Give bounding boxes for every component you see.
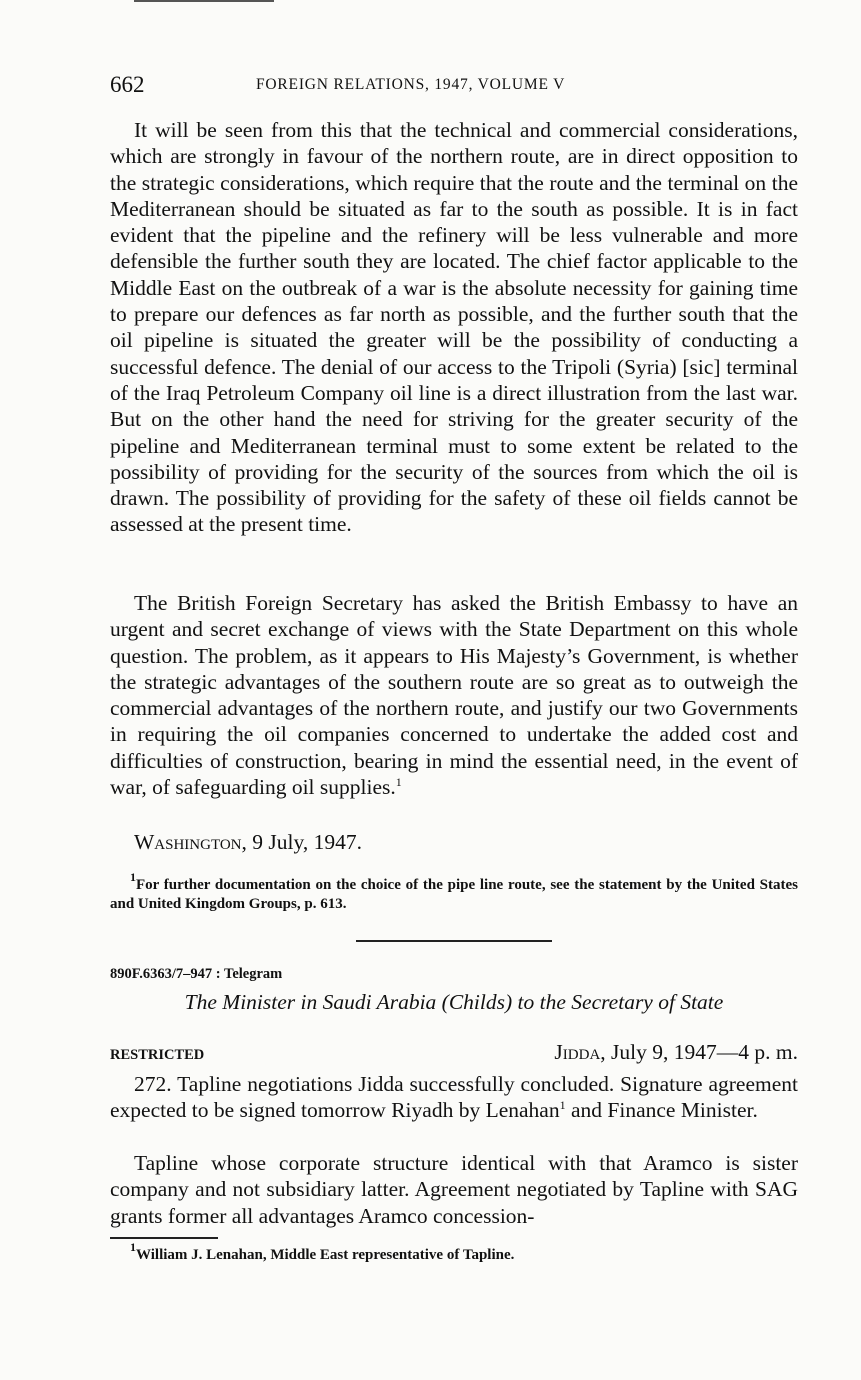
classification-label: RESTRICTED bbox=[110, 1047, 205, 1063]
footnote-mark: 1 bbox=[559, 1098, 566, 1113]
footnote-lenahan bbox=[110, 1240, 798, 1265]
dateline-place: Washington bbox=[134, 830, 242, 854]
paragraph-tapline-negotiations bbox=[110, 1071, 798, 1124]
footnote-rule bbox=[110, 1237, 218, 1239]
page-number: 662 bbox=[110, 72, 145, 97]
paragraph-tapline-structure: Tapline whose corporate structure identical with that Aramco is sister company and not subsidiary latter. Agreement negotiated by Tapline with SAG grants former all advantages Aramco concession- bbox=[110, 1151, 798, 1228]
footnote-number: 1 bbox=[130, 870, 136, 884]
paragraph-strategic-considerations: It will be seen from this that the technical and commercial considerations, which are strongly in favour of the northern route, are in direct opposition to the strategic considerations, which require that the route and the terminal on the Mediterranean should be situated as far to the south as possible. It is in fact evident that the pipeline and the refinery will be less vulnerable and more defensible the further south they are located. The chief factor applicable to the Middle East on the outbreak of a war is the absolute necessity for gaining time to prepare our defences as far north as possible, and the further south that the oil pipeline is situated the greater will be the possibility of conducting a successful defence. The denial of our access to the Tripoli (Syria) [sic] terminal of the Iraq Petroleum Company oil line is a direct illustration from the last war. But on the other hand the need for striving for the greater security of the pipeline and Mediterranean terminal must to some extent be related to the possibility of providing for the security of the sources from which the oil is drawn. The possibility of providing for the safety of these oil fields cannot be assessed at the present time. bbox=[110, 118, 798, 537]
paragraph-text: 272. Tapline negotiations Jidda successfully concluded. Signature agreement expected to be signed tomorrow Riyadh by Lenahan bbox=[110, 1072, 798, 1123]
place-date-line bbox=[554, 1040, 798, 1065]
document-reference: 890F.6363/7–947 : Telegram bbox=[110, 966, 283, 982]
paragraph-text-continued: and Finance Minister. bbox=[565, 1098, 758, 1123]
dateline bbox=[134, 830, 362, 855]
running-head: FOREIGN RELATIONS, 1947, VOLUME V bbox=[256, 76, 566, 93]
document-title: The Minister in Saudi Arabia (Childs) to the Secretary of State bbox=[184, 990, 724, 1014]
footnote-text: William J. Lenahan, Middle East representative of Tapline. bbox=[136, 1247, 515, 1263]
footnote-mark: 1 bbox=[395, 775, 402, 790]
paragraph-text: The British Foreign Secretary has asked the British Embassy to have an urgent and secret exchange of views with the State Department on this whole question. The problem, as it appears to His Majesty’s Government, is whether the strategic advantages of the southern route are so great as to outweigh the commercial advantages of the northern route, and justify our two Governments in requiring the oil companies concerned to undertake the added cost and difficulties of construction, bearing in mind the essential need, in the event of war, of safeguarding oil supplies. bbox=[110, 591, 798, 800]
telegram-date-time: , July 9, 1947—4 p. m. bbox=[600, 1040, 798, 1064]
top-rule bbox=[134, 0, 274, 2]
footnote-pipeline-route bbox=[110, 870, 798, 914]
section-divider bbox=[356, 940, 552, 942]
telegram-place: Jidda bbox=[554, 1040, 601, 1064]
dateline-date: , 9 July, 1947. bbox=[241, 830, 362, 854]
document-page bbox=[110, 0, 798, 1380]
footnote-text: For further documentation on the choice of the pipe line route, see the statement by the United States and United Kingdom Groups, p. 613. bbox=[110, 877, 798, 912]
paragraph-british-foreign-secretary bbox=[110, 590, 798, 800]
page-header bbox=[110, 72, 798, 102]
footnote-number: 1 bbox=[130, 1240, 136, 1254]
